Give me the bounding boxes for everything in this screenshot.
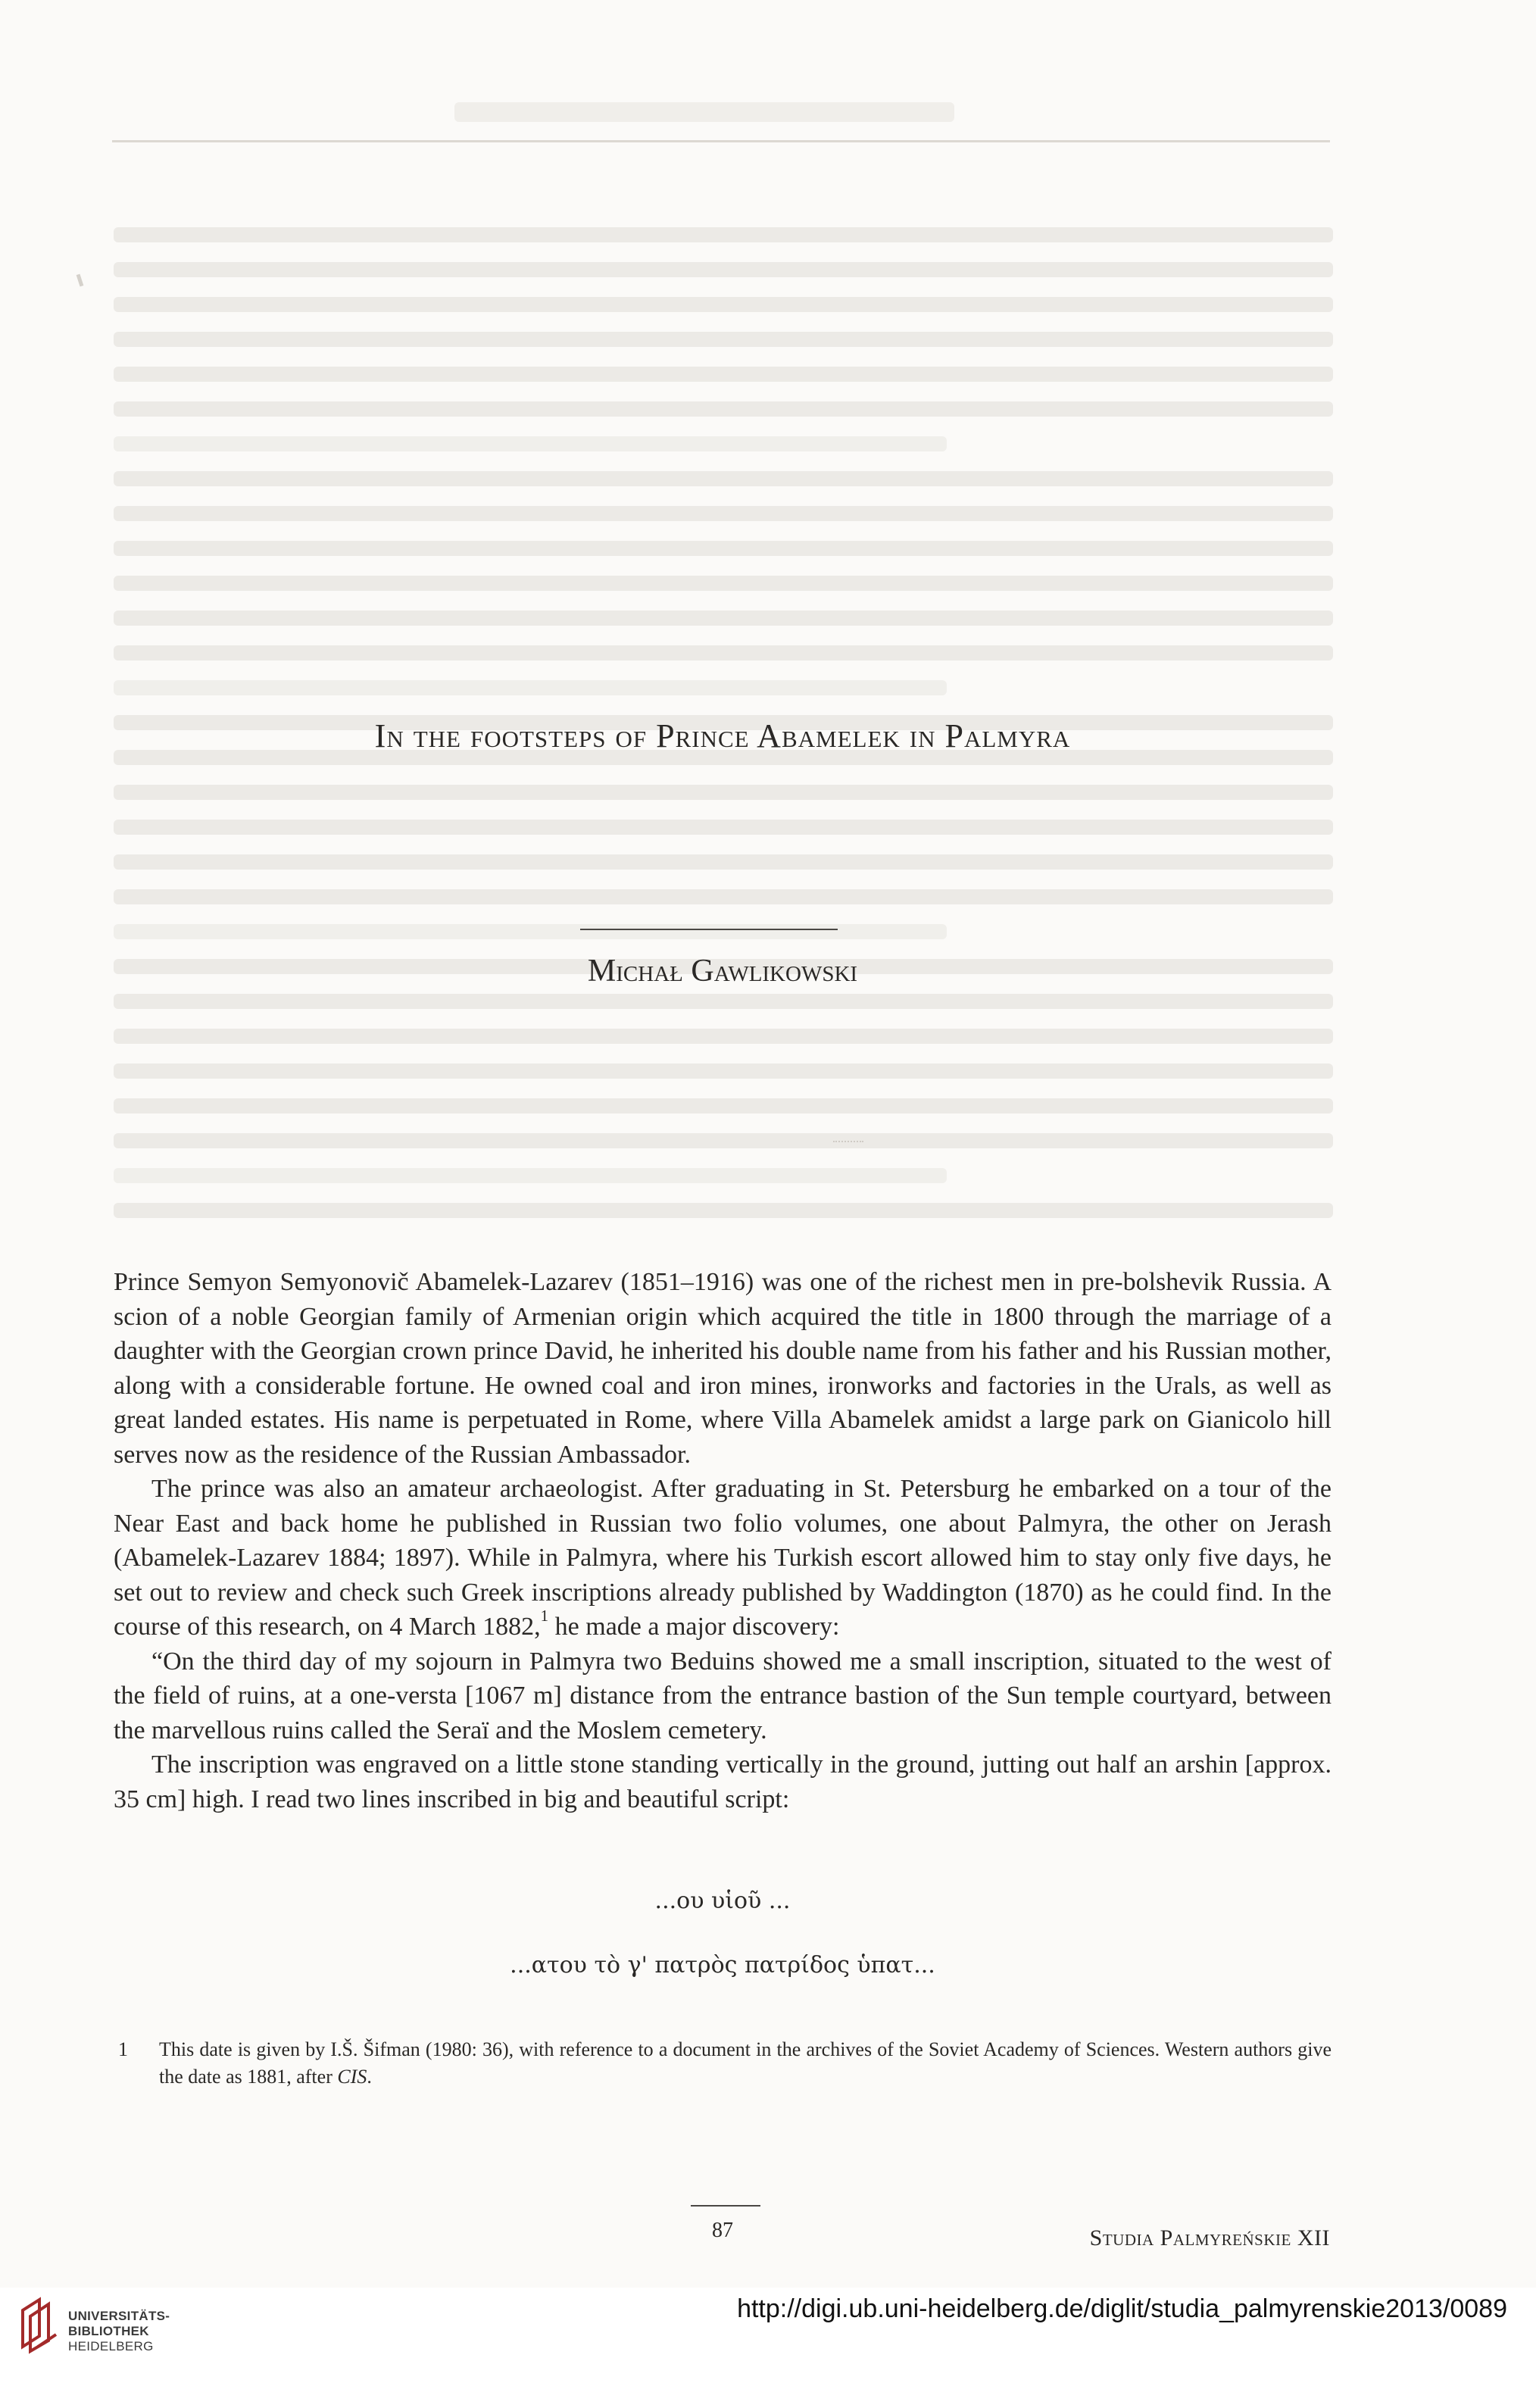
show-through-line: [114, 332, 1333, 347]
show-through-line: [114, 611, 1333, 626]
footnote-text: [159, 2036, 1332, 2091]
page-number: 87: [712, 2219, 733, 2242]
show-through-line: [114, 1203, 1333, 1218]
show-through-line: [114, 1133, 1333, 1148]
show-through-line: [114, 1098, 1333, 1113]
show-through-line: [114, 680, 947, 695]
greek-inscription-line-1: ...ου υἱοῦ ...: [654, 1888, 791, 1914]
footnote-cis: CIS: [337, 2066, 367, 2088]
show-through-line: [114, 1029, 1333, 1044]
show-through-line: [114, 645, 1333, 661]
article-title: In the footsteps of Prince Abamelek in Palmyra: [374, 717, 1071, 754]
show-through-line: [114, 1063, 1333, 1079]
paragraph-2: [114, 1472, 1332, 1644]
source-url[interactable]: http://digi.ub.uni-heidelberg.de/diglit/studia_palmyrenskie2013/0089: [737, 2294, 1507, 2323]
show-through-line: [114, 889, 1333, 904]
header-rule: [112, 140, 1330, 142]
show-through-line: [114, 401, 1333, 417]
show-through-line: [114, 576, 1333, 591]
paragraph-1: Prince Semyon Semyonovič Abamelek-Lazarev (1851–1916) was one of the richest men in pre-bolshevik Russia. A scion of a noble Georgian family of Armenian origin which acquired the title in 1800 through the marriage of a daughter with the Georgian crown prince David, he inherited his double name from his father and his Russian mother, along with a considerable fortune. He owned coal and iron mines, ironworks and factories in the Urals, as well as great landed estates. His name is perpetuated in Rome, where Villa Abamelek amidst a large park on Gianicolo hill serves now as the residence of the Russian Ambassador.: [114, 1268, 1332, 1469]
show-through-line: [114, 994, 1333, 1009]
show-through-header: [454, 102, 954, 122]
show-through-line: [114, 785, 1333, 800]
show-through-line: [114, 471, 1333, 486]
greek-inscription-line-2: ...ατου τὸ γ' πατρὸς πατρίδος ὑπατ...: [510, 1952, 935, 1979]
footnote-text-main: This date is given by I.Š. Šifman (1980: 36), with reference to a document in the archives of the Soviet Academy of Sciences. Western authors give the date as 1881, after: [159, 2038, 1332, 2088]
library-name-line-2: BIBLIOTHEK: [68, 2324, 149, 2338]
show-through-line: [114, 1168, 947, 1183]
show-through-line: [114, 367, 1333, 382]
footnote-reference[interactable]: 1: [540, 1607, 549, 1625]
show-through-line: [114, 297, 1333, 312]
journal-name: Studia Palmyreńskie XII: [1089, 2225, 1330, 2250]
library-name: [68, 2309, 170, 2354]
page-number-rule: [691, 2205, 760, 2207]
show-through-line: [114, 262, 1333, 277]
show-through-dots: [833, 1141, 863, 1145]
footnote-text-end: .: [367, 2066, 372, 2088]
paragraph-4: The inscription was engraved on a little stone standing vertically in the ground, jutting out half an arshin [approx. 35 cm] high. I read two lines inscribed in big and beautiful script:: [114, 1751, 1332, 1813]
article-author: Michał Gawlikowski: [587, 954, 858, 988]
show-through-line: [114, 227, 1333, 242]
author-rule: [580, 929, 838, 930]
show-through-line: [114, 541, 1333, 556]
margin-mark: [76, 274, 84, 287]
library-name-line-1: UNIVERSITÄTS-: [68, 2309, 170, 2323]
footnote-number: 1: [118, 2038, 128, 2060]
show-through-line: [114, 854, 1333, 870]
show-through-line: [114, 436, 947, 451]
show-through-line: [114, 506, 1333, 521]
paragraph-2-text-end: he made a major discovery:: [548, 1613, 840, 1641]
footnote: [114, 2036, 1332, 2091]
show-through-line: [114, 924, 947, 939]
article-body: [114, 1265, 1332, 1816]
show-through-line: [114, 820, 1333, 835]
library-name-line-3: HEIDELBERG: [68, 2339, 154, 2353]
paragraph-3-quote: “On the third day of my sojourn in Palmyra two Beduins showed me a small inscription, situated to the west of the field of ruins, at a one-versta [1067 m] distance from the entrance bastion of the Sun temple courtyard, between the marvellous ruins called the Seraï and the Moslem cemetery.: [114, 1647, 1332, 1744]
library-logo-icon: [17, 2294, 62, 2354]
paragraph-2-text: The prince was also an amateur archaeologist. After graduating in St. Petersburg he embarked on a tour of the Near East and back home he published in Russian two folio volumes, one about Palmyra, the other on Jerash (Abamelek-Lazarev 1884; 1897). While in Palmyra, where his Turkish escort allowed him to stay only five days, he set out to review and check such Greek inscriptions already published by Waddington (1870) as he could find. In the course of this research, on 4 March 1882,: [114, 1475, 1332, 1641]
